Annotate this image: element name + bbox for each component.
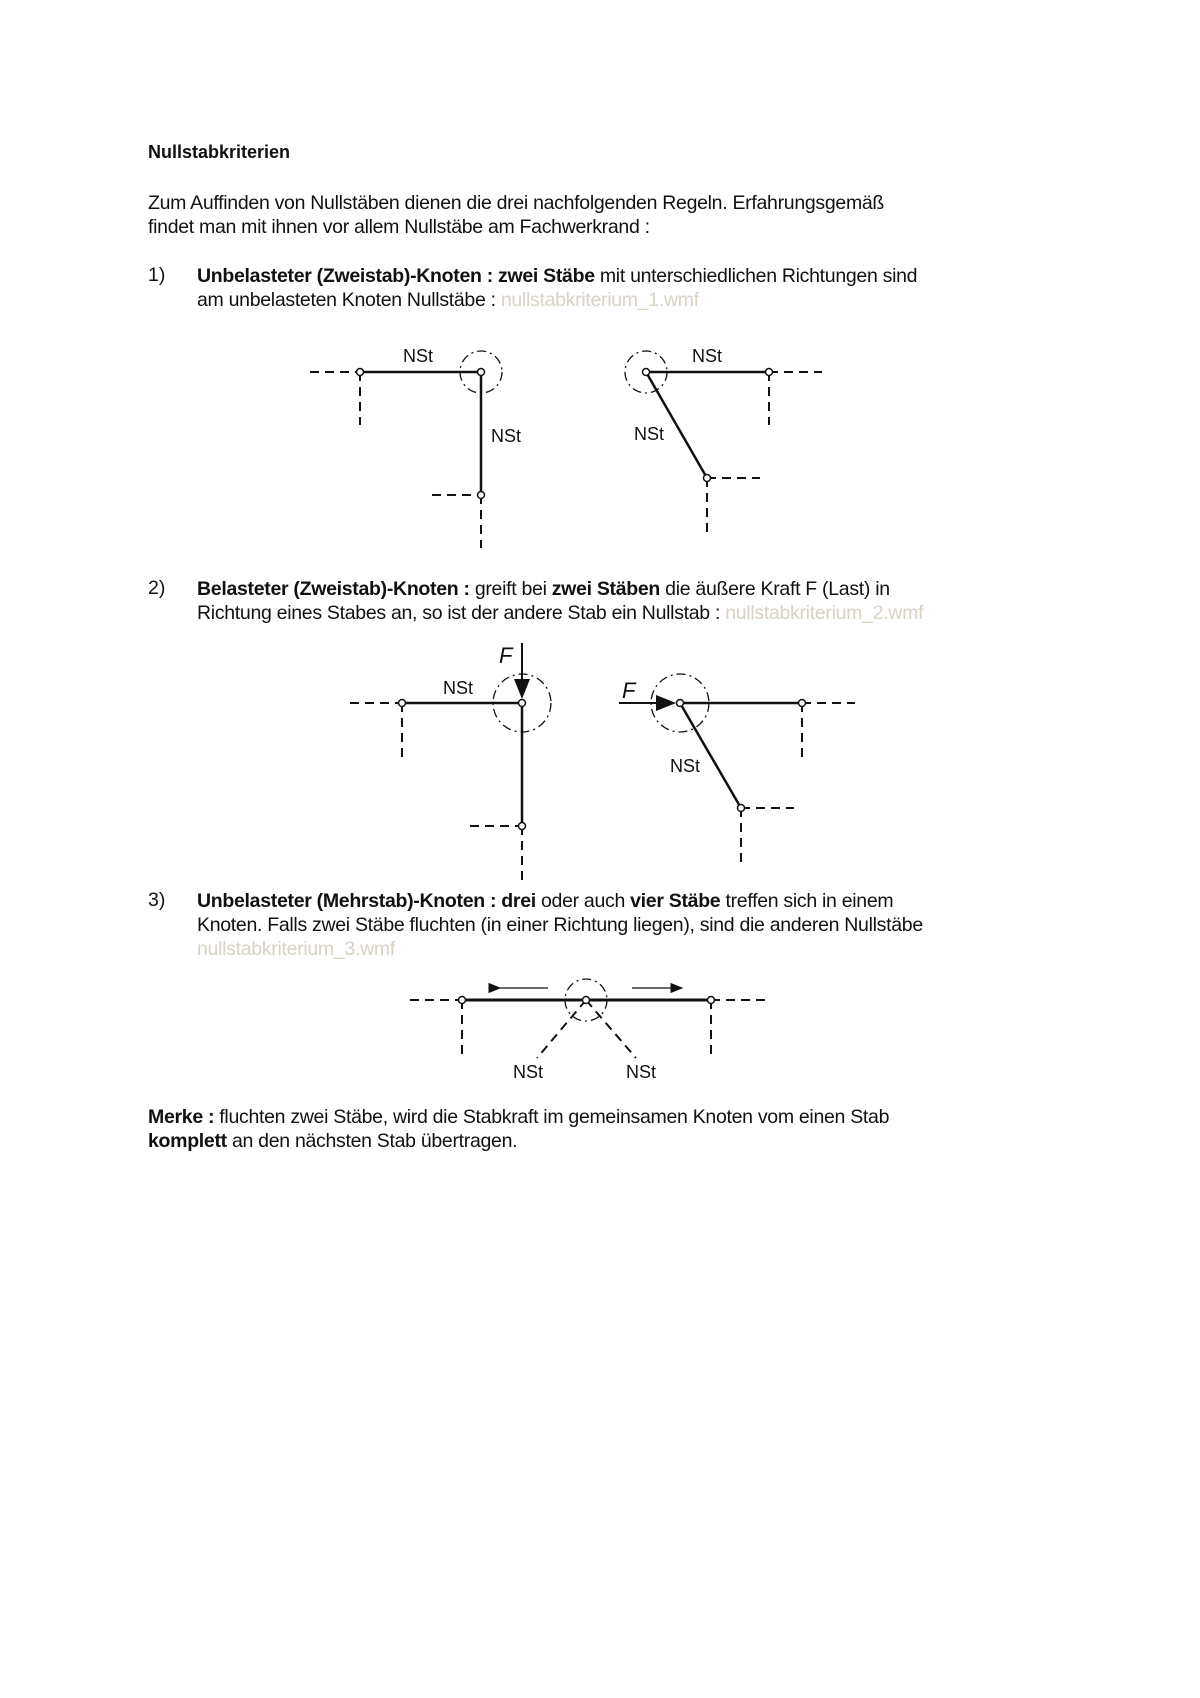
figure-2b [619,674,855,862]
fig2a-joint [399,700,406,707]
fig3-joint [708,997,715,1004]
rule-3-bold-1: Unbelasteter (Mehrstab)-Knoten : drei [197,890,536,912]
fig3-joint [583,997,590,1004]
fig1a-joint [357,369,364,376]
intro-line-2: findet man mit ihnen vor allem Nullstäbe am Fachwerkrand : [148,216,650,238]
figure-1a [310,351,502,548]
fig2a-nst-label: NSt [443,678,474,698]
fig2b-joint [677,700,684,707]
fig1a-nst-label: NSt [403,346,434,366]
fig1a-nst-label: NSt [491,426,522,446]
fig2a-joint [519,823,526,830]
fig3-joint [459,997,466,1004]
rule-2-text-1: greift bei [469,578,552,600]
fig2b-joint [738,805,745,812]
rule-2-line-2: Richtung eines Stabes an, so ist der andere Stab ein Nullstab : [197,602,726,624]
fig2b-force-label: F [622,678,636,703]
fig2b-nst-label: NSt [670,756,701,776]
merke-text-1: fluchten zwei Stäbe, wird die Stabkraft im gemeinsamen Knoten vom einen Stab [214,1106,890,1128]
rule-3-line-2: Knoten. Falls zwei Stäbe fluchten (in einer Richtung liegen), sind die anderen Nullstäbe [197,914,923,936]
rule-1-number: 1) [148,264,166,286]
merke-bold-1: Merke : [148,1106,215,1128]
fig1b-joint [766,369,773,376]
rule-1-line-2: am unbelasteten Knoten Nullstäbe : [197,289,501,311]
fig1b-joint [643,369,650,376]
rule-2-bold-2: zwei Stäben [551,578,661,600]
figure-3 [410,979,765,1058]
fig1b-nst-label: NSt [634,424,665,444]
fig3-nst-label: NSt [626,1062,657,1082]
rule-2-text-2: die äußere Kraft F (Last) in [660,578,890,600]
fig1a-joint [478,369,485,376]
rule-3-file: nullstabkriterium_3.wmf [197,938,395,960]
fig1b-nst-label: NSt [692,346,723,366]
rule-1-text-1: mit unterschiedlichen Richtungen sind [594,265,918,287]
fig3-zero-bar-right [586,1000,636,1058]
fig3-zero-bar-left [537,1000,586,1058]
rule-1-file: nullstabkriterium_1.wmf [500,289,699,311]
fig2b-joint [799,700,806,707]
fig2a-force-label: F [499,643,513,668]
fig2a-joint [519,700,526,707]
rule-3-number: 3) [148,889,166,911]
fig3-nst-label: NSt [513,1062,544,1082]
merke-bold-2: komplett [148,1130,227,1152]
rule-3-text-2: treffen sich in einem [720,890,894,912]
rule-3-text-1: oder auch [535,890,631,912]
fig1b-joint [704,475,711,482]
page-title: Nullstabkriterien [148,142,291,162]
rule-2-file: nullstabkriterium_2.wmf [725,602,924,624]
rule-1-bold: Unbelasteter (Zweistab)-Knoten : zwei Stäbe [197,265,595,287]
rule-2-bold-1: Belasteter (Zweistab)-Knoten : [197,578,470,600]
rule-2-number: 2) [148,577,166,599]
rule-3-bold-2: vier Stäbe [630,890,721,912]
intro-line-1: Zum Auffinden von Nullstäben dienen die drei nachfolgenden Regeln. Erfahrungsgemäß [148,192,885,214]
merke-text-2: an den nächsten Stab übertragen. [226,1130,518,1152]
fig1a-joint [478,492,485,499]
